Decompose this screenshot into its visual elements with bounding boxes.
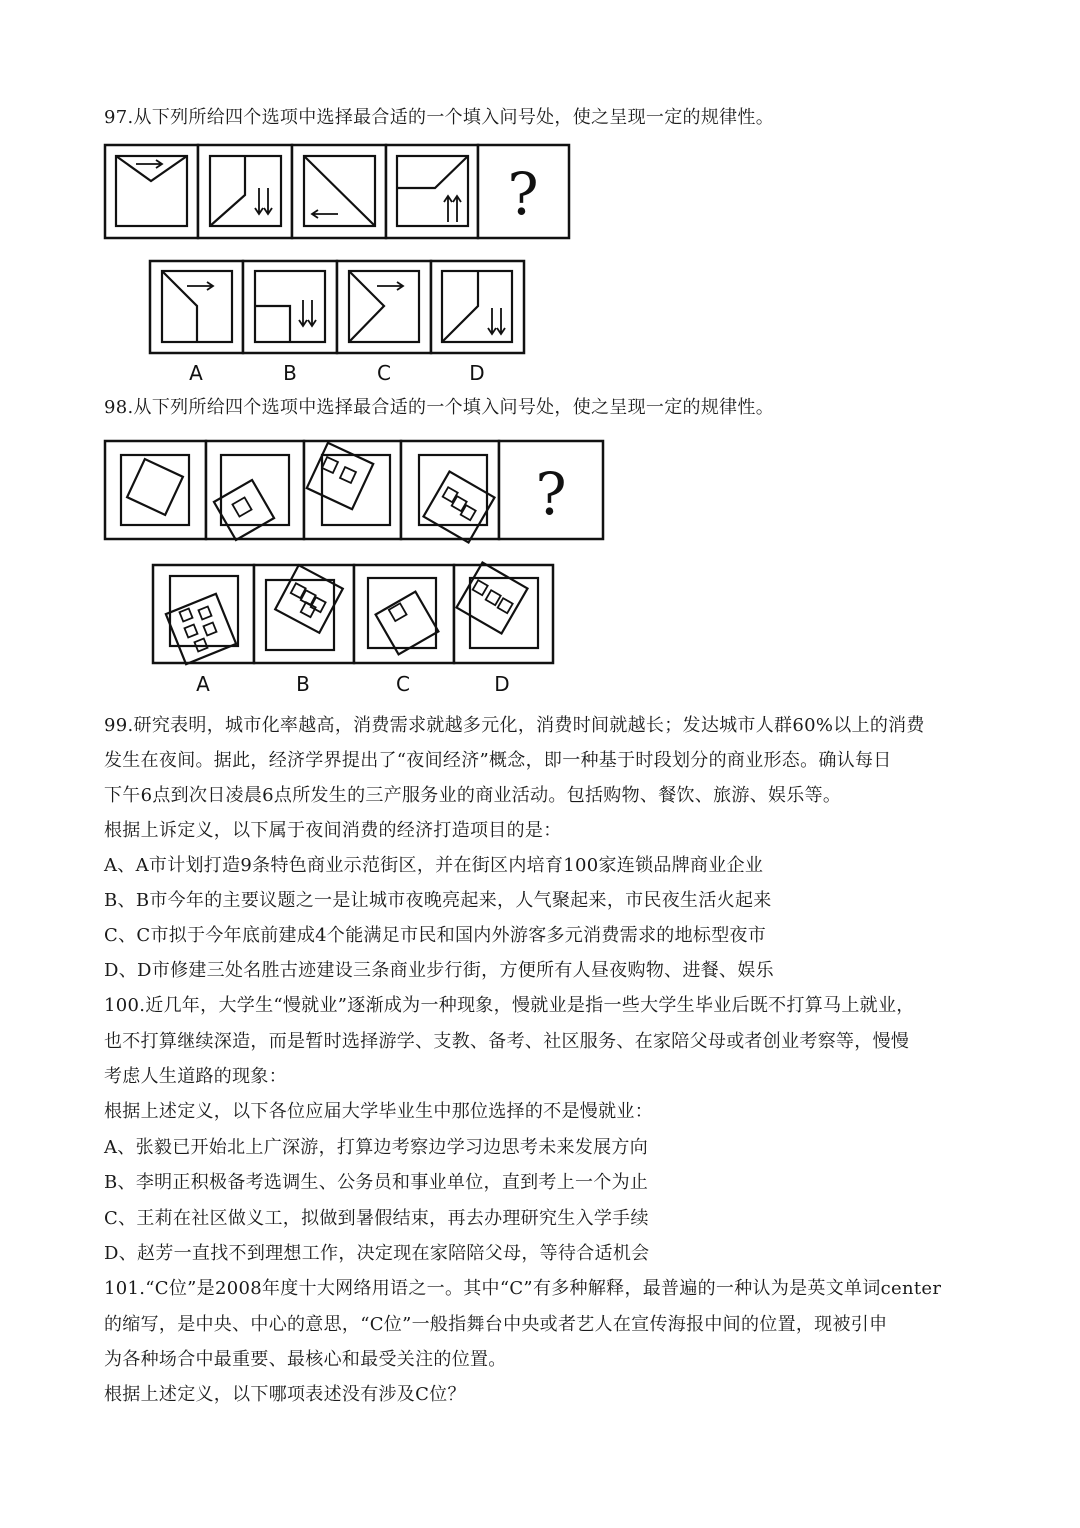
q97-figure-4 bbox=[386, 145, 478, 238]
q98-figure-1 bbox=[105, 441, 206, 539]
q101-line-1: 101.“C位”是2008年度十大网络用语之一。其中“C”有多种解释，最普遍的一种认为是英文单词center bbox=[104, 1278, 942, 1299]
q98-option-d-label: D bbox=[494, 672, 510, 696]
q98-figure-4 bbox=[401, 441, 499, 543]
q100-line-1: 100.近几年，大学生“慢就业”逐渐成为一种现象，慢就业是指一些大学生毕业后既不打算马上就业， bbox=[104, 995, 915, 1016]
q98-stem: 98.从下列所给四个选项中选择最合适的一个填入问号处，使之呈现一定的规律性。 bbox=[104, 397, 775, 418]
q101-line-4: 根据上述定义，以下哪项表述没有涉及C位？ bbox=[104, 1384, 466, 1405]
q98-option-b bbox=[254, 565, 354, 696]
q97-option-b bbox=[243, 261, 337, 385]
q97-question-cell bbox=[478, 145, 569, 238]
q100-choice-b: B、李明正积极备考选调生、公务员和事业单位，直到考上一个为止 bbox=[104, 1172, 649, 1193]
q97-option-b-label: B bbox=[283, 361, 297, 385]
q98-question-mark: ? bbox=[535, 460, 567, 528]
q99-line-2: 发生在夜间。据此，经济学界提出了“夜间经济”概念，即一种基于时段划分的商业形态。确认每日 bbox=[104, 750, 892, 771]
q99-choice-b: B、B市今年的主要议题之一是让城市夜晚亮起来，人气聚起来，市民夜生活火起来 bbox=[104, 890, 772, 911]
q98-figure-2 bbox=[206, 441, 304, 540]
q97-options-figure bbox=[145, 256, 530, 386]
q98-question-cell bbox=[499, 441, 603, 539]
q97-option-a bbox=[150, 261, 243, 385]
q98-option-a-label: A bbox=[196, 672, 210, 696]
q98-option-b-label: B bbox=[296, 672, 310, 696]
q98-figure-3 bbox=[304, 441, 401, 539]
q98-options-figure bbox=[148, 560, 558, 700]
q99-line-3: 下午6点到次日凌晨6点所发生的三产服务业的商业活动。包括购物、餐饮、旅游、娱乐等。 bbox=[104, 785, 842, 806]
q97-sequence-figure bbox=[100, 140, 575, 242]
q98-sequence-figure bbox=[100, 436, 610, 546]
q97-option-c-label: C bbox=[377, 361, 391, 385]
q98-option-d bbox=[454, 562, 553, 696]
q99-choice-d: D、D市修建三处名胜古迹建设三条商业步行街，方便所有人昼夜购物、进餐、娱乐 bbox=[104, 960, 774, 981]
q97-figure-1 bbox=[105, 145, 198, 238]
q101-line-2: 的缩写，是中央、中心的意思，“C位”一般指舞台中央或者艺人在宣传海报中间的位置，现被引申 bbox=[104, 1314, 888, 1335]
q101-line-3: 为各种场合中最重要、最核心和最受关注的位置。 bbox=[104, 1349, 507, 1370]
q98-option-a bbox=[153, 565, 254, 696]
q99-choice-a: A、A市计划打造9条特色商业示范街区，并在街区内培育100家连锁品牌商业企业 bbox=[104, 855, 764, 876]
q97-question-mark: ? bbox=[507, 160, 539, 228]
q97-figure-2 bbox=[198, 145, 292, 238]
q97-option-d bbox=[431, 261, 524, 385]
q100-choice-d: D、赵芳一直找不到理想工作，决定现在家陪陪父母，等待合适机会 bbox=[104, 1243, 650, 1264]
q97-stem: 97.从下列所给四个选项中选择最合适的一个填入问号处，使之呈现一定的规律性。 bbox=[104, 107, 775, 128]
q99-line-4: 根据上诉定义，以下属于夜间消费的经济打造项目的是： bbox=[104, 820, 562, 841]
q100-line-3: 考虑人生道路的现象： bbox=[104, 1066, 287, 1087]
q99-choice-c: C、C市拟于今年底前建成4个能满足市民和国内外游客多元消费需求的地标型夜市 bbox=[104, 925, 767, 946]
q98-option-c-label: C bbox=[396, 672, 410, 696]
q97-option-c bbox=[337, 261, 431, 385]
q100-line-4: 根据上述定义，以下各位应届大学毕业生中那位选择的不是慢就业： bbox=[104, 1101, 653, 1122]
q100-choice-c: C、王莉在社区做义工，拟做到暑假结束，再去办理研究生入学手续 bbox=[104, 1208, 649, 1229]
q97-option-a-label: A bbox=[189, 361, 203, 385]
q97-option-d-label: D bbox=[469, 361, 485, 385]
q97-figure-3 bbox=[292, 145, 386, 238]
q100-line-2: 也不打算继续深造，而是暂时选择游学、支教、备考、社区服务、在家陪父母或者创业考察等，慢慢 bbox=[104, 1031, 910, 1052]
q98-option-c bbox=[354, 565, 454, 696]
q100-choice-a: A、张毅已开始北上广深游，打算边考察边学习边思考未来发展方向 bbox=[104, 1137, 648, 1158]
q99-line-1: 99.研究表明，城市化率越高，消费需求就越多元化，消费时间就越长；发达城市人群60%以上的消费 bbox=[104, 715, 925, 736]
